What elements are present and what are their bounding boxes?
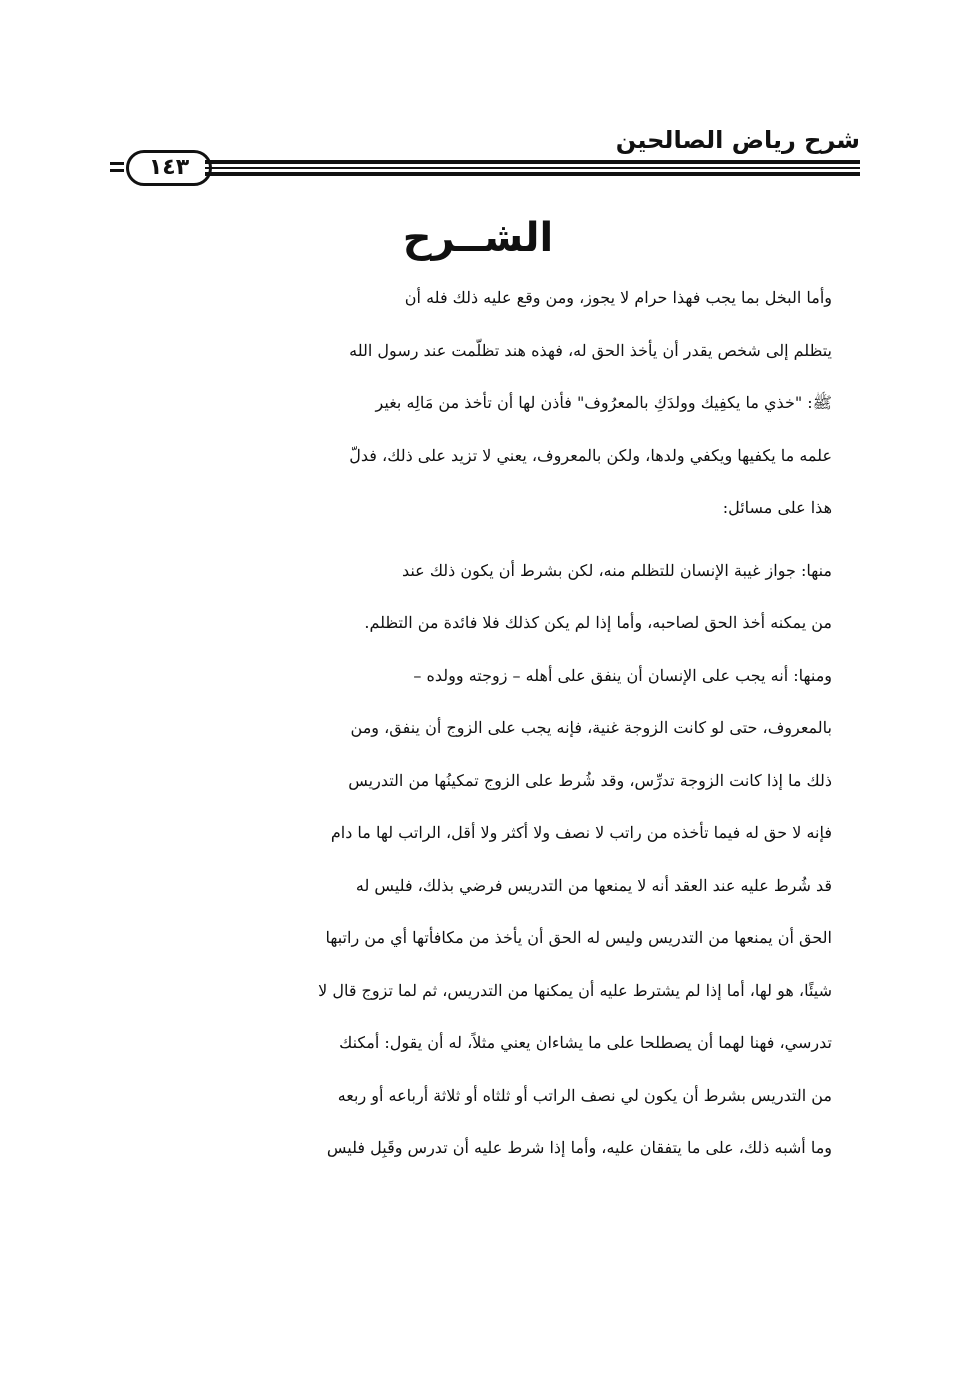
text-line: هذا على مسائل: (722, 498, 832, 517)
section-title: الشــرح (402, 215, 554, 261)
text-line: ومنها: أنه يجب على الإنسان أن ينفق على أهله – زوجته وولده – (413, 665, 832, 685)
ornament-bar (110, 162, 124, 165)
text-line: فإنه لا حق له فيما تأخذه من راتب لا نصف ولا أكثر ولا أقل، الراتب لها ما دام (330, 823, 832, 842)
ornament-bar (110, 169, 124, 172)
paragraph-3 (108, 650, 848, 1175)
text-line: وأما البخل بما يجب فهذا حرام لا يجوز، ومن وقع عليه ذلك فله أن (404, 288, 832, 307)
page-number-ornament (110, 150, 210, 184)
header-rule-thick-top (205, 160, 860, 164)
header-rule-thin (205, 167, 860, 169)
header-rule (205, 158, 860, 178)
text-line: تدرسي، فهنا لهما أن يصطلحا على ما يشاءان يعني مثلاً، له أن يقول: أمكنك (339, 1033, 832, 1052)
text-line: وما أشبه ذلك، على ما يتفقان عليه، وأما إذا شرط عليه أن تدرس وقَبِل فليس (326, 1138, 832, 1157)
body-text (108, 272, 848, 1175)
text-line: شيئًا، هو لها، أما إذا لم يشترط عليه أن يمكنها من التدريس، ثم لما تزوج قال لا (318, 980, 832, 1000)
text-line: بالمعروف، حتى لو كانت الزوجة غنية، فإنه يجب على الزوج أن ينفق، ومن (350, 718, 832, 737)
text-line: الحق أن يمنعها من التدريس وليس له الحق أن يأخذ من مكافأتها أي من راتبها (325, 928, 832, 947)
running-title: شرح رياض الصالحين (615, 126, 860, 154)
text-line: ﷺ: "خذي ما يكفِيك وولدَكِ بالمعرُوف" فأذن لها أن تأخذ من مَالِه بغير (375, 393, 832, 412)
page-number: ١٤٣ (126, 150, 212, 186)
text-line: ذلك ما إذا كانت الزوجة تدرِّس، وقد شُرط على الزوج تمكينُها من التدريس (348, 770, 832, 790)
paragraph-1 (108, 272, 848, 535)
text-line: منها: جواز غيبة الإنسان للتظلم منه، لكن بشرط أن يكون ذلك عند (401, 560, 832, 580)
paragraph-2 (108, 545, 848, 650)
text-line: من يمكنه أخذ الحق لصاحبه، وأما إذا لم يكن كذلك فلا فائدة من التظلم. (364, 613, 832, 632)
header-rule-thick-bottom (205, 172, 860, 176)
text-line: من التدريس بشرط أن يكون لي نصف الراتب أو ثلثاه أو ثلاثة أرباعه أو ربعه (337, 1085, 832, 1105)
text-line: يتظلم إلى شخص يقدر أن يأخذ الحق له، فهذه هند تظلّمت عند رسول الله (349, 340, 832, 360)
text-line: علمه ما يكفيها ويكفي ولدها، ولكن بالمعروف، يعني لا تزيد على ذلك، فدلّ (349, 445, 832, 465)
text-line: قد شُرط عليه عند العقد أنه لا يمنعها من التدريس فرضي بذلك، فليس له (355, 875, 832, 895)
